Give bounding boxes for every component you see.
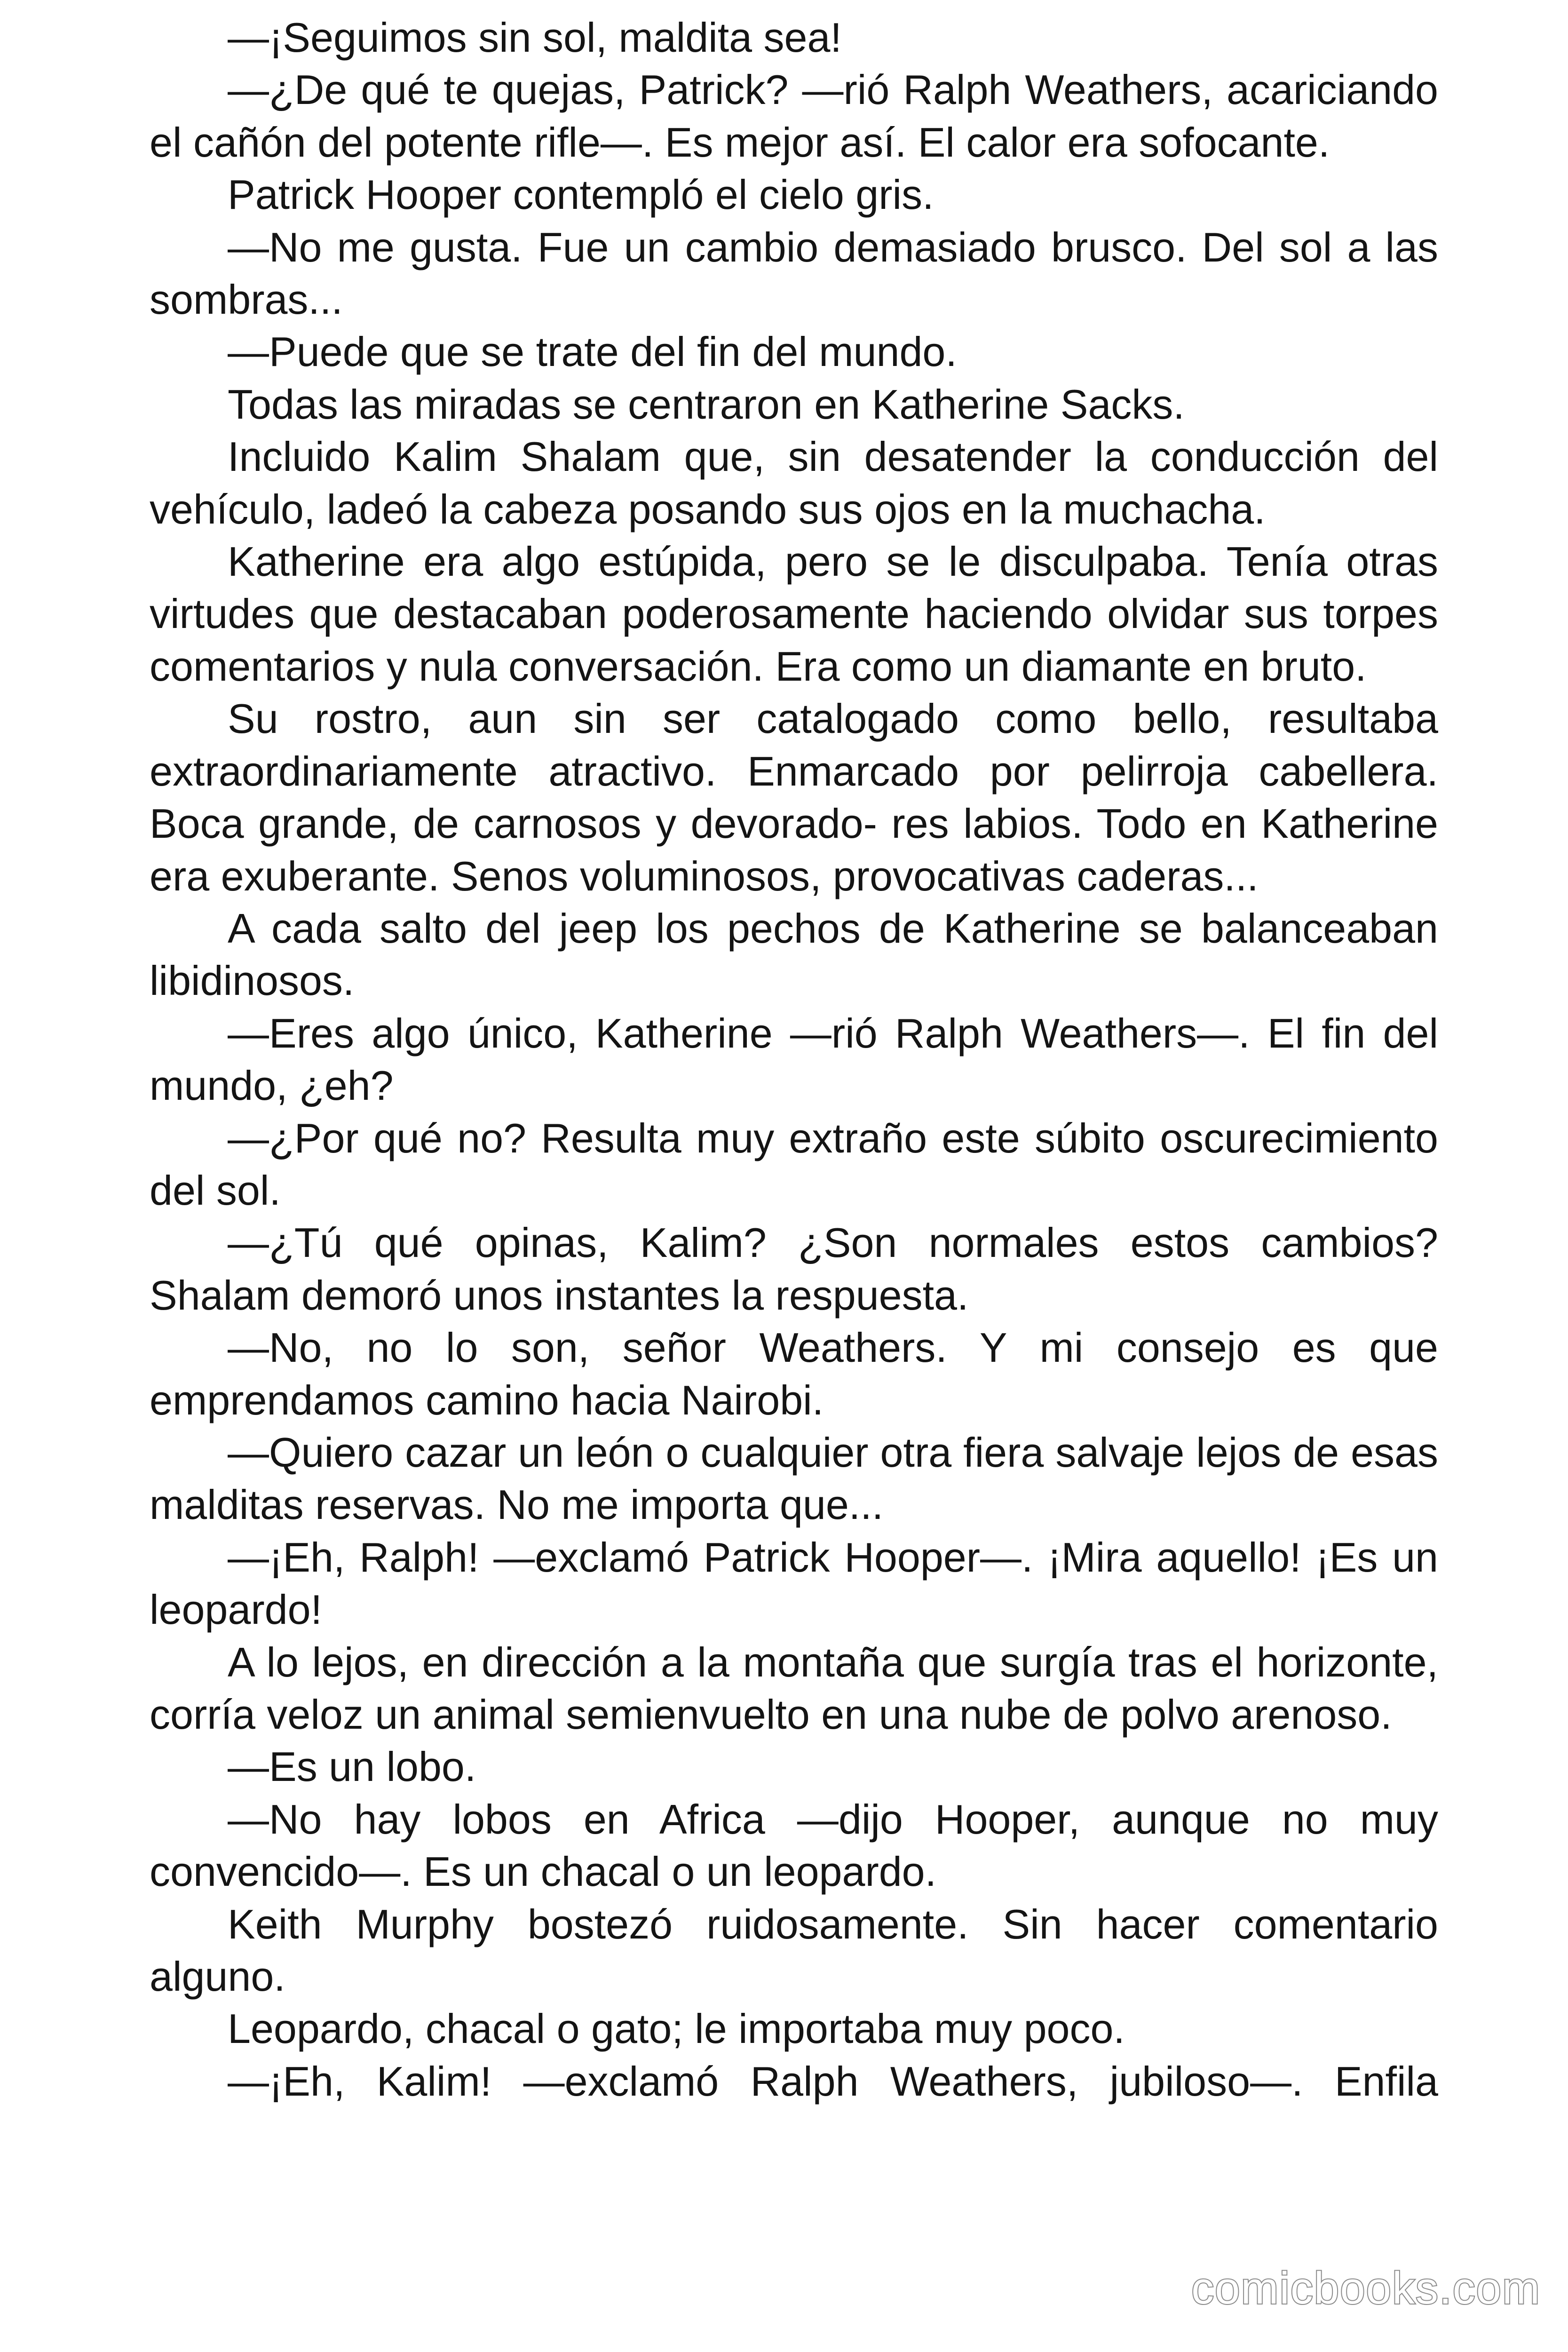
paragraph: —¿De qué te quejas, Patrick? —rió Ralph Weathers, acariciando el cañón del potente rifle—. Es mejor así. El calor era sofocante. — [150, 66, 1438, 166]
paragraph: —¡Eh, Ralph! —exclamó Patrick Hooper—. ¡Mira aquello! ¡Es un leopardo! — [150, 1534, 1438, 1633]
paragraph: —¡Eh, Kalim! —exclamó Ralph Weathers, jubiloso—. Enfila — [228, 2058, 1438, 2105]
paragraph: —Es un lobo. — [228, 1743, 476, 1790]
paragraph: —Eres algo único, Katherine —rió Ralph Weathers—. El fin del mundo, ¿eh? — [150, 1009, 1438, 1109]
paragraph: A cada salto del jeep los pechos de Katherine se balanceaban libidinosos. — [150, 905, 1438, 1004]
paragraph: —¿Por qué no? Resulta muy extraño este súbito oscurecimiento del sol. — [150, 1114, 1438, 1214]
paragraph: Todas las miradas se centraron en Katherine Sacks. — [228, 381, 1185, 428]
paragraph: Katherine era algo estúpida, pero se le disculpaba. Tenía otras virtudes que destacaban poderosamente haciendo olvidar sus torpes comentarios y nula conversación. Era como un diamante en bruto. — [150, 538, 1438, 690]
paragraph: Patrick Hooper contempló el cielo gris. — [228, 171, 934, 218]
paragraph: —No, no lo son, señor Weathers. Y mi consejo es que emprendamos camino hacia Nairobi. — [150, 1324, 1438, 1423]
paragraph: —No me gusta. Fue un cambio demasiado brusco. Del sol a las sombras... — [150, 223, 1438, 323]
paragraph: A lo lejos, en dirección a la montaña que surgía tras el horizonte, corría veloz un animal semienvuelto en una nube de polvo arenoso. — [150, 1638, 1438, 1738]
paragraph: —No hay lobos en Africa —dijo Hooper, aunque no muy convencido—. Es un chacal o un leopardo. — [150, 1796, 1438, 1895]
paragraph: —Puede que se trate del fin del mundo. — [228, 328, 957, 375]
paragraph: Keith Murphy bostezó ruidosamente. Sin hacer comentario alguno. — [150, 1900, 1438, 2000]
paragraph: Leopardo, chacal o gato; le importaba muy poco. — [228, 2005, 1125, 2052]
paragraph: Incluido Kalim Shalam que, sin desatender la conducción del vehículo, ladeó la cabeza posando sus ojos en la muchacha. — [150, 433, 1438, 532]
watermark: comicbooks.com — [1191, 2263, 1541, 2313]
paragraph: —¿Tú qué opinas, Kalim? ¿Son normales estos cambios? Shalam demoró unos instantes la respuesta. — [150, 1219, 1438, 1319]
page-text — [150, 11, 1438, 2107]
paragraph: —¡Seguimos sin sol, maldita sea! — [228, 14, 842, 61]
paragraph: Su rostro, aun sin ser catalogado como bello, resultaba extraordinariamente atractivo. Enmarcado por pelirroja cabellera. Boca grande, de carnosos y devorado- res labios. Todo en Katherine era exuberante. Senos voluminosos, provocativas caderas... — [150, 695, 1438, 899]
paragraph: —Quiero cazar un león o cualquier otra fiera salvaje lejos de esas malditas reservas. No me importa que... — [150, 1429, 1438, 1528]
